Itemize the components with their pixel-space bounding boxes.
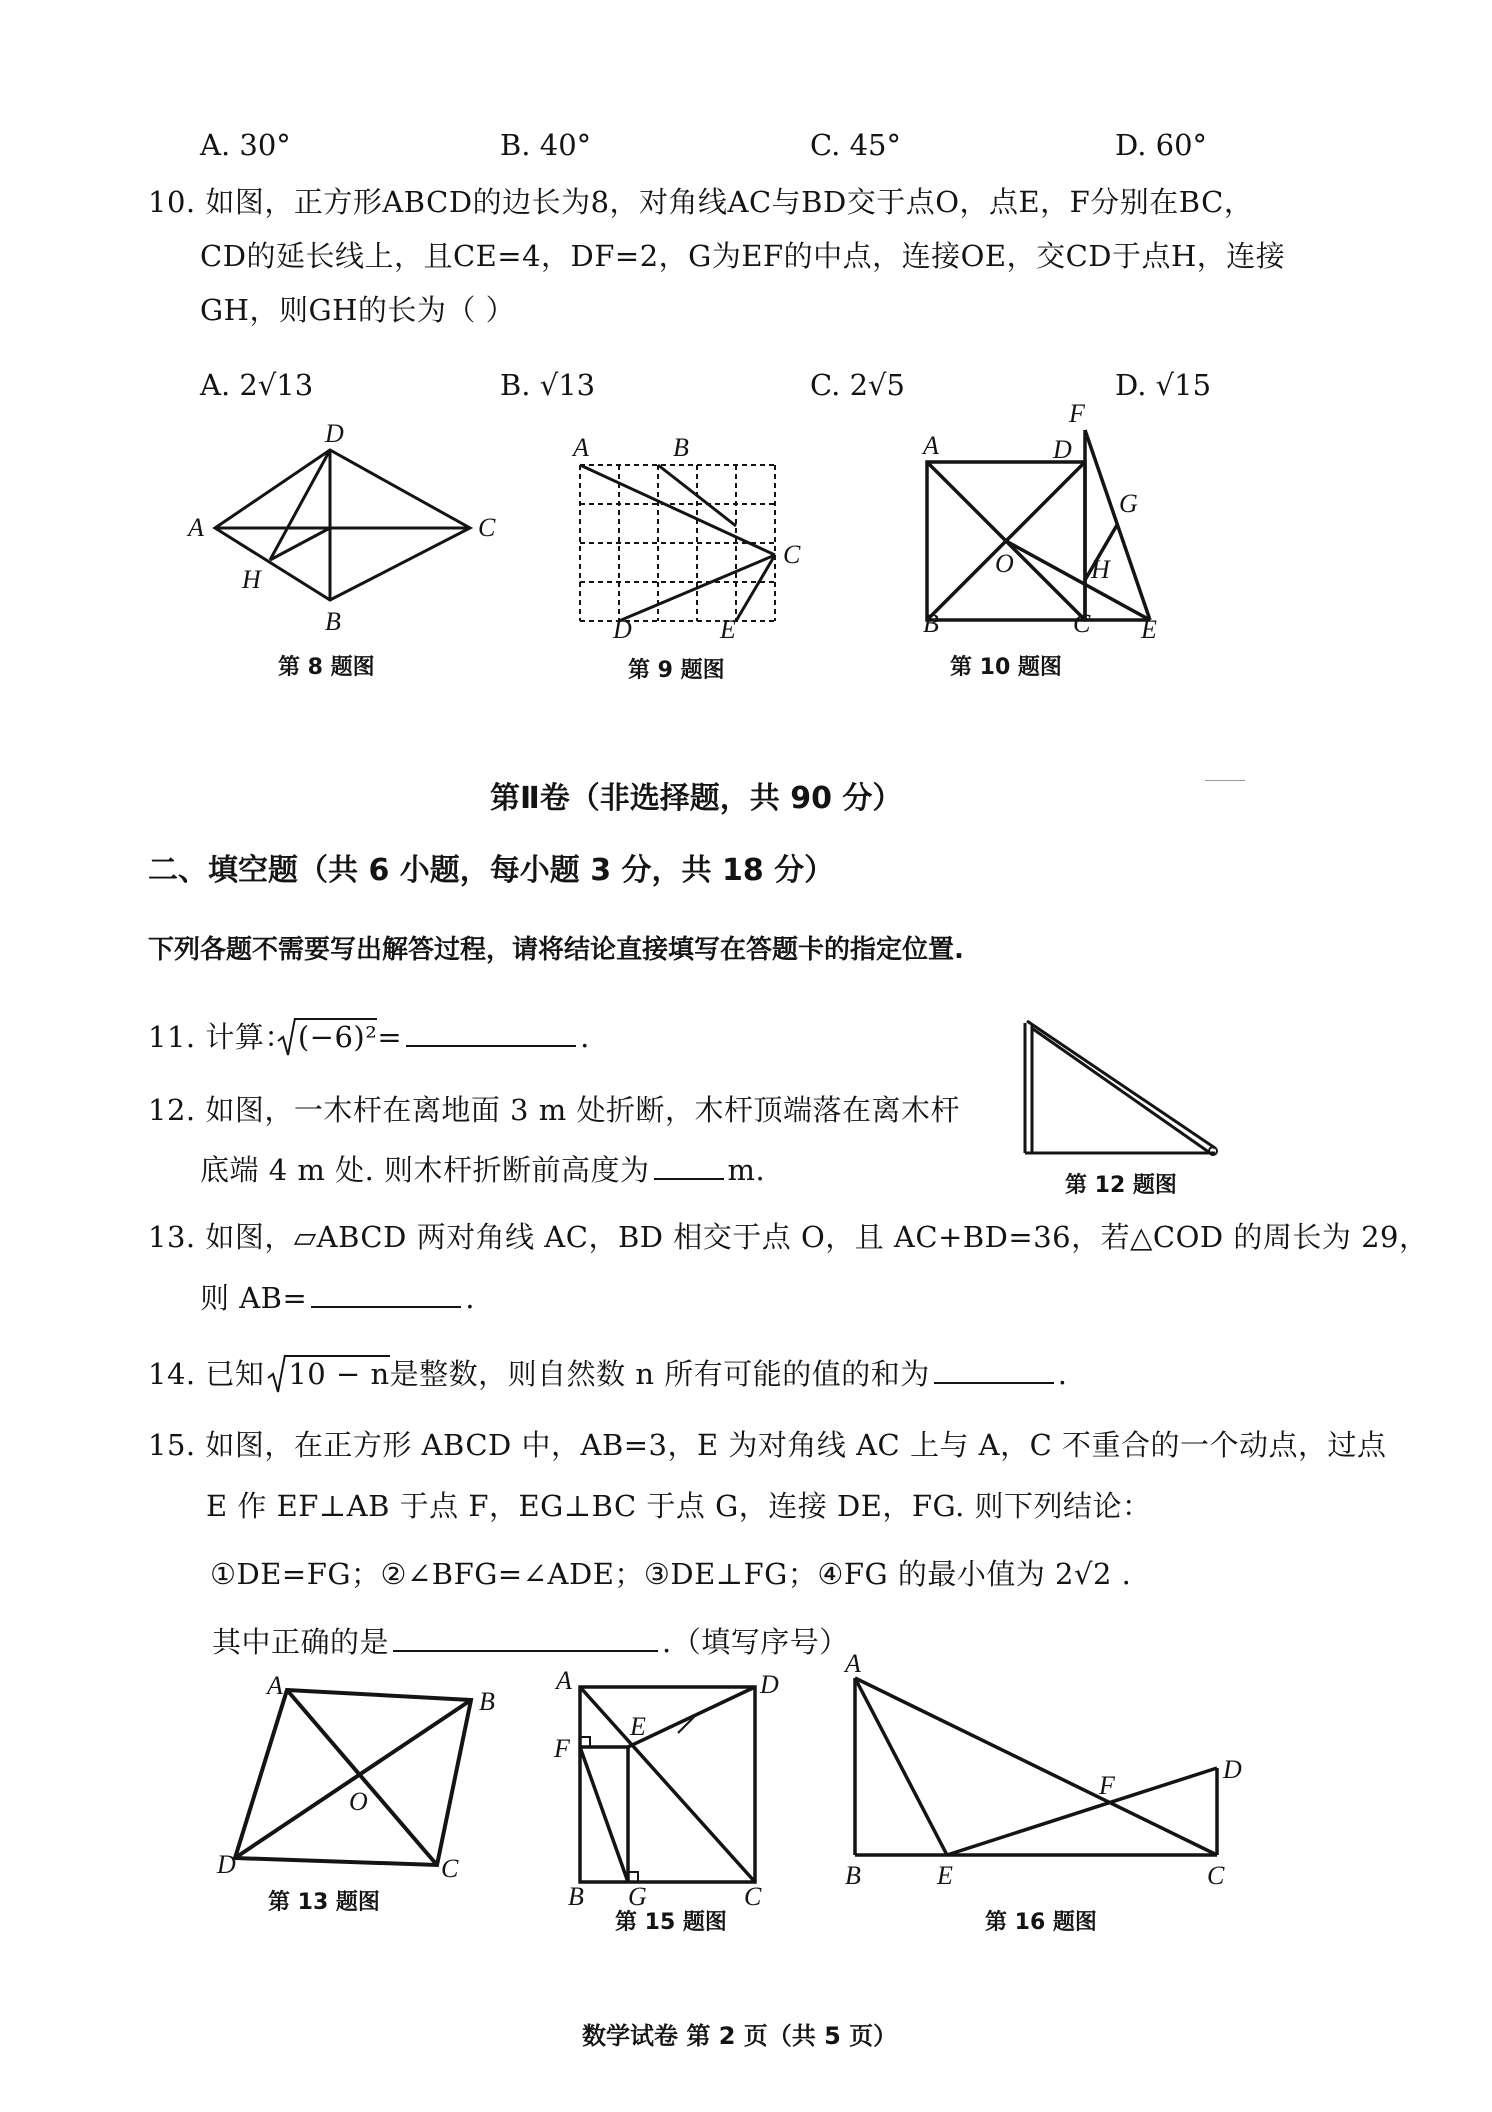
- q9-option-c: C. 45°: [810, 128, 901, 162]
- q13-answer-blank: [311, 1306, 461, 1308]
- q14-middle: 是整数，则自然数 n 所有可能的值的和为: [389, 1357, 930, 1391]
- fig8-label-h: H: [242, 565, 261, 594]
- fig13-label-c: C: [441, 1854, 459, 1883]
- q11-equals: =: [377, 1020, 403, 1054]
- q11-radicand: (−6)²: [297, 1020, 378, 1054]
- q10-option-b: B. √13: [500, 368, 596, 402]
- q15-line2: E 作 EF⊥AB 于点 F，EG⊥BC 于点 G，连接 DE，FG. 则下列结论：: [206, 1489, 1152, 1523]
- fig8-caption: 第 8 题图: [278, 655, 375, 680]
- fig16-label-d: D: [1223, 1755, 1242, 1784]
- q15-line4: [212, 1620, 849, 1661]
- q10-option-c: C. 2√5: [810, 368, 905, 402]
- q15-line4-prefix: 其中正确的是: [212, 1625, 390, 1659]
- q15-line1: 15. 如图，在正方形 ABCD 中，AB=3，E 为对角线 AC 上与 A，C 不重合的一个动点，过点: [148, 1428, 1387, 1462]
- q12-line1: 12. 如图，一木杆在离地面 3 m 处折断，木杆顶端落在离木杆: [148, 1093, 960, 1127]
- q14-radicand: 10 − n: [288, 1357, 390, 1391]
- fig9-label-d: D: [613, 615, 632, 644]
- q12-line2-prefix: 底端 4 m 处. 则木杆折断前高度为: [200, 1153, 650, 1187]
- fig13-label-b: B: [479, 1687, 495, 1716]
- fig13-label-a: A: [267, 1671, 283, 1700]
- q13-line2-suffix: .: [465, 1281, 475, 1315]
- q14-answer-blank: [934, 1382, 1054, 1384]
- q15-answer-blank: [393, 1650, 658, 1652]
- figure-13: [215, 1670, 515, 1890]
- q14-prefix: 14. 已知: [148, 1357, 265, 1391]
- fig9-label-c: C: [783, 540, 801, 569]
- figure-9: [565, 430, 825, 644]
- figure-16: [835, 1650, 1255, 1900]
- q9-option-a: A. 30°: [200, 128, 291, 162]
- fig9-label-a: A: [573, 433, 589, 462]
- page-footer: 数学试卷 第 2 页（共 5 页）: [582, 2022, 898, 2050]
- figure-15: [548, 1665, 788, 1911]
- q10-option-a: A. 2√13: [200, 368, 314, 402]
- figure-10: [905, 399, 1195, 644]
- fig10-label-b: B: [923, 609, 939, 638]
- sqrt-icon: [284, 1355, 389, 1391]
- scan-mark: [1205, 780, 1245, 781]
- q15-line4-suffix: .（填写序号）: [662, 1625, 849, 1659]
- q10-line2: CD的延长线上，且CE=4，DF=2，G为EF的中点，连接OE，交CD于点H，连接: [200, 239, 1286, 273]
- q13-line2-prefix: 则 AB=: [200, 1281, 308, 1315]
- fig15-label-a: A: [556, 1666, 572, 1695]
- fig15-label-d: D: [760, 1670, 779, 1699]
- q11: [148, 1015, 590, 1056]
- fig16-label-c: C: [1207, 1861, 1225, 1890]
- q12-line2-suffix: m.: [727, 1153, 766, 1187]
- q11-end: .: [580, 1020, 590, 1054]
- fig15-label-b: B: [568, 1882, 584, 1911]
- fig16-caption: 第 16 题图: [985, 1910, 1097, 1935]
- fig9-label-e: E: [720, 615, 736, 644]
- sqrt-icon: [294, 1018, 378, 1054]
- fig10-label-a: A: [923, 431, 939, 460]
- fig8-label-c: C: [478, 513, 496, 542]
- q11-prefix: 11. 计算：: [148, 1020, 294, 1054]
- fig13-label-o: O: [349, 1787, 368, 1816]
- fig13-caption: 第 13 题图: [268, 1890, 380, 1915]
- fig10-label-f: F: [1069, 399, 1085, 428]
- q14: [148, 1352, 1068, 1393]
- section2-title: 二、填空题（共 6 小题，每小题 3 分，共 18 分）: [148, 853, 835, 888]
- q13-line1: 13. 如图，▱ABCD 两对角线 AC，BD 相交于点 O，且 AC+BD=36，若△COD 的周长为 29，: [148, 1220, 1429, 1254]
- fig10-label-d: D: [1053, 435, 1072, 464]
- fig9-caption: 第 9 题图: [628, 658, 725, 683]
- fig10-label-e: E: [1141, 615, 1157, 644]
- fig12-caption: 第 12 题图: [1065, 1173, 1177, 1198]
- fig15-label-f: F: [554, 1734, 570, 1763]
- fig16-label-e: E: [937, 1861, 953, 1890]
- q10-line1: 10. 如图，正方形ABCD的边长为8，对角线AC与BD交于点O，点E，F分别在BC，: [148, 185, 1254, 219]
- fig8-label-d: D: [325, 419, 344, 448]
- fig10-label-g: G: [1119, 489, 1138, 518]
- fig16-label-b: B: [845, 1861, 861, 1890]
- fig8-label-a: A: [188, 513, 204, 542]
- q13-line2: [200, 1276, 475, 1317]
- fig16-label-f: F: [1099, 1771, 1115, 1800]
- q12-answer-blank: [654, 1178, 724, 1180]
- figure-8: [180, 420, 510, 650]
- fig15-label-c: C: [744, 1882, 762, 1911]
- fig10-label-h: H: [1091, 555, 1110, 584]
- fig15-label-e: E: [630, 1712, 646, 1741]
- q9-option-b: B. 40°: [500, 128, 592, 162]
- figure-12: [1015, 1015, 1235, 1165]
- fig10-caption: 第 10 题图: [950, 655, 1062, 680]
- fig16-label-a: A: [845, 1649, 861, 1678]
- q14-end: .: [1057, 1357, 1068, 1391]
- fig9-label-b: B: [673, 433, 689, 462]
- fig10-label-o: O: [995, 549, 1014, 578]
- fig8-label-b: B: [325, 607, 341, 636]
- fig13-label-d: D: [217, 1850, 236, 1879]
- fig15-label-g: G: [628, 1882, 647, 1911]
- fig15-caption: 第 15 题图: [615, 1910, 727, 1935]
- part2-title: 第Ⅱ卷（非选择题，共 90 分）: [490, 781, 903, 816]
- q10-line3: GH，则GH的长为（ ）: [200, 293, 516, 327]
- q9-option-d: D. 60°: [1115, 128, 1208, 162]
- q11-answer-blank: [406, 1045, 576, 1047]
- q15-line3: ①DE=FG；②∠BFG=∠ADE；③DE⊥FG；④FG 的最小值为 2√2 .: [210, 1557, 1132, 1591]
- section2-instruction: 下列各题不需要写出解答过程，请将结论直接填写在答题卡的指定位置.: [148, 935, 964, 965]
- fig10-label-c: C: [1073, 609, 1091, 638]
- q12-line2: [200, 1148, 765, 1189]
- q10-option-d: D. √15: [1115, 368, 1212, 402]
